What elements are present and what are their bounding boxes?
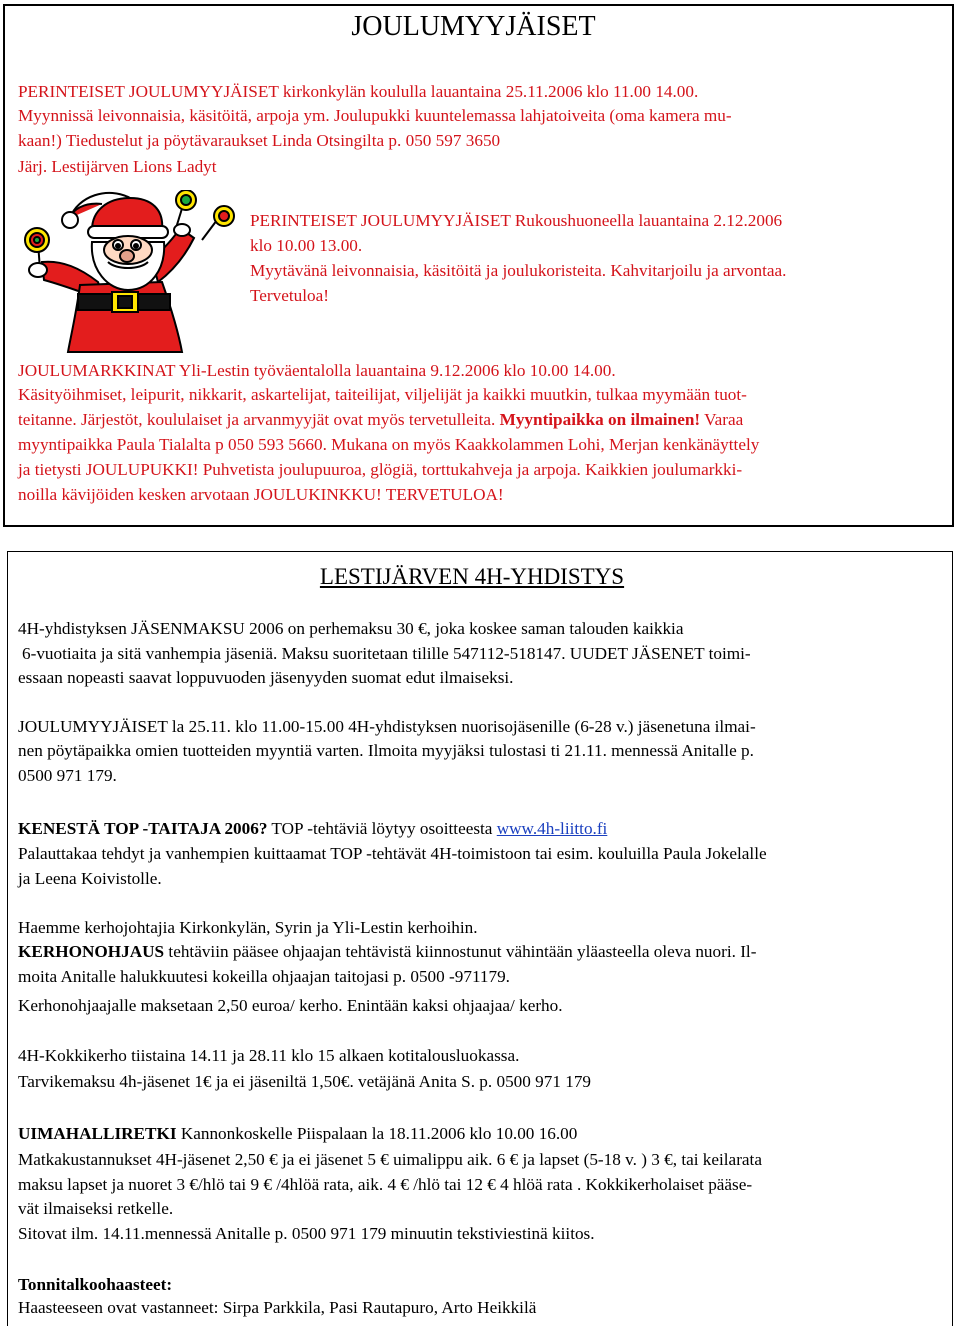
p3-line3 [18, 410, 743, 430]
p2-line1-rest: Rukoushuoneella lauantaina 2.12.2006 [510, 211, 783, 230]
b-line3: 0500 971 179. [18, 766, 117, 785]
santa-claus-icon [12, 190, 240, 355]
d-line2 [18, 942, 756, 962]
p3-line4: myyntipaikka Paula Tialalta p 050 593 5660. Mukana on myös Kaakkolammen Lohi, Merjan kenkänäyttely [18, 435, 760, 454]
d-line3: moita Anitalle halukkuutesi kokeilla ohjaajan taitojasi p. 0500 -971179. [18, 967, 510, 986]
d-line2-bold: KERHONOHJAUS [18, 942, 165, 961]
c-line2: Palauttakaa tehdyt ja vanhempien kuittaamat TOP -tehtävät 4H-toimistoon tai esim. kouluilla Paula Jokelalle [18, 844, 767, 863]
d-line2-rest: tehtäviin pääsee ohjaajan tehtävistä kiinnostunut vähintään yläasteella oleva nuori. Il- [164, 942, 757, 961]
p1-line3: kaan!) Tiedustelut ja pöytävaraukset Linda Otsingilta p. 050 597 3650 [18, 131, 501, 150]
p3-line1-bold: JOULUMARKKINAT [18, 361, 176, 380]
f-line2: Matkakustannukset 4H-jäsenet 2,50 € ja ei jäsenet 5 € uimalippu aik. 6 € ja lapset (5-18 v. ) 3 €, tai keilarata [18, 1150, 762, 1169]
4h-title: LESTIJÄRVEN 4H-YHDISTYS [319, 564, 625, 589]
f-line1 [18, 1124, 577, 1144]
p3-line6: noilla kävijöiden kesken arvotaan JOULUKINKKU! TERVETULOA! [18, 485, 504, 504]
e-line2: Tarvikemaksu 4h-jäsenet 1€ ja ei jäseniltä 1,50€. vetäjänä Anita S. p. 0500 971 179 [18, 1072, 592, 1091]
f-line1-bold: UIMAHALLIRETKI [18, 1124, 177, 1143]
b-line1: JOULUMYYJÄISET la 25.11. klo 11.00-15.00 4H-yhdistyksen nuorisojäsenille (6-28 v.) jäsenetuna ilmai- [18, 717, 756, 736]
p2-line2: klo 10.00 13.00. [250, 236, 363, 255]
p3-line3-a: teitanne. Järjestöt, koululaiset ja arvanmyyjät ovat myös tervetulleita. [18, 410, 500, 429]
f-line4: vät ilmaiseksi retkelle. [18, 1199, 174, 1218]
c-line1-rest: TOP -tehtäviä löytyy osoitteesta [267, 819, 497, 838]
top-link[interactable]: www.4h-liitto.fi [496, 819, 608, 838]
a-line3: essaan nopeasti saavat loppuvuoden jäsenyyden suomat edut ilmaiseksi. [18, 668, 514, 687]
g-line1: Tonnitalkoohaasteet: [18, 1275, 173, 1294]
f-line5: Sitovat ilm. 14.11.mennessä Anitalle p. 0500 971 179 minuutin tekstiviestinä kiitos. [18, 1224, 595, 1243]
a-line1: 4H-yhdistyksen JÄSENMAKSU 2006 on perhemaksu 30 €, joka koskee saman talouden kaikkia [18, 619, 684, 638]
p1-line1 [18, 82, 698, 102]
d-line1: Haemme kerhojohtajia Kirkonkylän, Syrin ja Yli-Lestin kerhoihin. [18, 918, 478, 937]
f-line3: maksu lapset ja nuoret 3 €/hlö tai 9 € /4hlöä rata, aik. 4 € /hlö tai 12 € 4 hlöä rata . Kokkikerholaiset pääse- [18, 1175, 753, 1194]
a-line2: 6-vuotiaita ja sitä vanhempia jäseniä. Maksu suoritetaan tilille 547112-518147. UUDET JÄSENET toimi- [22, 644, 751, 663]
p1-line4: Järj. Lestijärven Lions Ladyt [18, 157, 217, 176]
p3-line2: Käsityöihmiset, leipurit, nikkarit, askartelijat, taiteilijat, viljelijät ja kaikki muutkin, tulkaa myymään tuot- [18, 385, 747, 404]
p3-line3-bold: Myyntipaikka on ilmainen! [499, 410, 701, 429]
joulumyyjaiset-title: JOULUMYYJÄISET [351, 11, 596, 42]
p3-line1 [18, 361, 616, 381]
p1-line1-rest: kirkonkylän koululla lauantaina 25.11.2006 klo 11.00 14.00. [278, 82, 699, 101]
c-line1-bold: KENESTÄ TOP -TAITAJA 2006? [18, 819, 268, 838]
p1-line1-bold: PERINTEISET JOULUMYYJÄISET [18, 82, 279, 101]
c-line1 [18, 819, 607, 839]
p2-line1-bold: PERINTEISET JOULUMYYJÄISET [250, 211, 511, 230]
p2-line4: Tervetuloa! [250, 286, 329, 305]
p2-line1 [250, 211, 782, 231]
d-line4: Kerhonohjaajalle maksetaan 2,50 euroa/ kerho. Enintään kaksi ohjaajaa/ kerho. [18, 996, 563, 1015]
p3-line3-b: Varaa [700, 410, 744, 429]
b-line2: nen pöytäpaikka omien tuotteiden myyntiä varten. Ilmoita myyjäksi tulostasi ti 21.11. mennessä Anitalle p. [18, 741, 754, 760]
p2-line3: Myytävänä leivonnaisia, käsitöitä ja joulukoristeita. Kahvitarjoilu ja arvontaa. [250, 261, 787, 280]
c-line3: ja Leena Koivistolle. [18, 869, 162, 888]
p1-line2: Myynnissä leivonnaisia, käsitöitä, arpoja ym. Joulupukki kuuntelemassa lahjatoiveita (oma kamera mu- [18, 106, 732, 125]
e-line1: 4H-Kokkikerho tiistaina 14.11 ja 28.11 klo 15 alkaen kotitalousluokassa. [18, 1046, 520, 1065]
p3-line1-rest: Yli-Lestin työväentalolla lauantaina 9.12.2006 klo 10.00 14.00. [175, 361, 616, 380]
g-line2: Haasteeseen ovat vastanneet: Sirpa Parkkila, Pasi Rautapuro, Arto Heikkilä [18, 1298, 537, 1317]
f-line1-rest: Kannonkoskelle Piispalaan la 18.11.2006 klo 10.00 16.00 [176, 1124, 578, 1143]
p3-line5: ja tietysti JOULUPUKKI! Puhvetista joulupuuroa, glögiä, torttukahveja ja arpoja. Kaikkien joulumarkki- [18, 460, 743, 479]
